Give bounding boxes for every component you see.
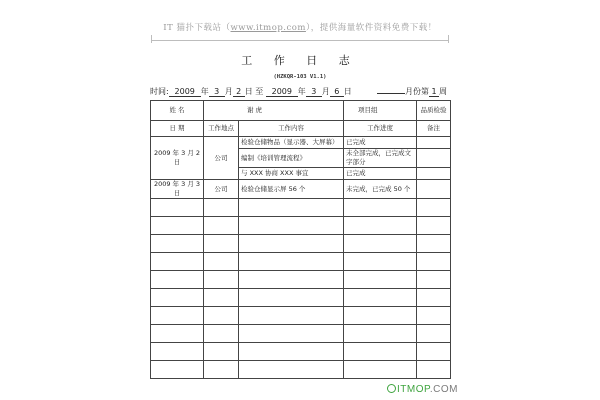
blank-row	[151, 361, 451, 379]
week-suffix: 月份第	[405, 87, 429, 96]
blank-row	[151, 343, 451, 361]
blank-cell	[417, 217, 451, 235]
entry-progress: 已完成	[344, 168, 417, 180]
blank-cell	[344, 289, 417, 307]
blank-cell	[151, 235, 204, 253]
blank-cell	[344, 343, 417, 361]
blank-cell	[204, 199, 239, 217]
blank-cell	[417, 235, 451, 253]
blank-row	[151, 289, 451, 307]
start-year-field: 2009	[169, 87, 201, 97]
year-char: 年	[297, 87, 306, 96]
entry-progress: 未完成，已完成 50 个	[344, 180, 417, 199]
blank-cell	[417, 361, 451, 379]
to-label: 至	[255, 87, 264, 96]
end-month-field: 3	[306, 87, 322, 97]
blank-row	[151, 271, 451, 289]
month-char: 月	[224, 87, 233, 96]
work-log-table	[150, 100, 451, 379]
column-header-content: 工作内容	[239, 121, 344, 137]
column-header-progress: 工作进度	[344, 121, 417, 137]
entry-place: 公司	[204, 180, 239, 199]
name-value: 谢 虎	[204, 101, 344, 121]
column-header-date: 日 期	[151, 121, 204, 137]
blank-cell	[239, 289, 344, 307]
week-number: 1	[429, 87, 439, 97]
day-char: 日	[343, 87, 352, 96]
blank-row	[151, 217, 451, 235]
entry-place: 公司	[204, 137, 239, 180]
entry-content: 检验仓储物品（显示器、大屏幕）	[239, 137, 344, 149]
entry-progress: 已完成	[344, 137, 417, 149]
blank-row	[151, 325, 451, 343]
watermark-suffix: ），提供海量软件资料免费下载！	[305, 23, 437, 33]
blank-cell	[151, 217, 204, 235]
blank-cell	[417, 325, 451, 343]
week-field	[377, 86, 447, 97]
entry-notes	[417, 149, 451, 168]
document-title: 工 作 日 志	[241, 54, 359, 67]
blank-cell	[239, 217, 344, 235]
document-code: (HZKQR-103 V1.1)	[273, 74, 327, 80]
time-label: 时间:	[150, 87, 169, 96]
entry-progress: 未全部完成，已完成文字部分	[344, 149, 417, 168]
blank-cell	[239, 199, 344, 217]
blank-cell	[151, 289, 204, 307]
blank-cell	[239, 343, 344, 361]
brand-suffix: .COM	[429, 384, 458, 395]
blank-cell	[151, 361, 204, 379]
blank-row	[151, 235, 451, 253]
group-value: 品质检验	[417, 101, 451, 121]
group-label: 项目组	[344, 101, 417, 121]
blank-cell	[239, 307, 344, 325]
info-row	[151, 101, 451, 121]
brand-mark-icon	[387, 384, 396, 393]
blank-cell	[344, 307, 417, 325]
year-char: 年	[200, 87, 209, 96]
week-char: 周	[439, 87, 447, 96]
end-year-field: 2009	[266, 87, 298, 97]
start-day-field: 2	[233, 87, 245, 97]
blank-cell	[151, 343, 204, 361]
entry-content: 编制《培训管理流程》	[239, 149, 344, 168]
blank-cell	[204, 361, 239, 379]
header-divider	[151, 40, 449, 41]
table-row	[151, 180, 451, 199]
blank-cell	[417, 289, 451, 307]
blank-cell	[151, 325, 204, 343]
entry-content: 检验仓储显示屏 56 个	[239, 180, 344, 199]
watermark-url-link[interactable]: www.itmop.com	[230, 23, 306, 33]
blank-cell	[417, 343, 451, 361]
end-day-field: 6	[330, 87, 344, 97]
entry-notes	[417, 168, 451, 180]
blank-cell	[151, 253, 204, 271]
entry-notes	[417, 137, 451, 149]
blank-cell	[204, 289, 239, 307]
blank-cell	[344, 217, 417, 235]
brand-main: ITMOP	[397, 384, 430, 395]
column-header-notes: 备注	[417, 121, 451, 137]
blank-cell	[204, 307, 239, 325]
blank-cell	[204, 271, 239, 289]
blank-cell	[417, 253, 451, 271]
blank-cell	[204, 217, 239, 235]
blank-cell	[204, 325, 239, 343]
blank-row	[151, 307, 451, 325]
blank-cell	[344, 271, 417, 289]
blank-cell	[344, 361, 417, 379]
column-header-place: 工作地点	[204, 121, 239, 137]
blank-cell	[204, 343, 239, 361]
blank-cell	[204, 235, 239, 253]
blank-cell	[151, 199, 204, 217]
header-row	[151, 121, 451, 137]
day-char: 日	[244, 87, 253, 96]
blank-cell	[151, 307, 204, 325]
blank-cell	[151, 271, 204, 289]
blank-cell	[204, 253, 239, 271]
entry-content: 与 XXX 协商 XXX 事宜	[239, 168, 344, 180]
blank-row	[151, 199, 451, 217]
time-range-line	[150, 86, 450, 97]
blank-cell	[344, 253, 417, 271]
watermark-prefix: IT 猫扑下载站（	[163, 23, 231, 33]
site-watermark	[0, 21, 600, 33]
blank-cell	[239, 271, 344, 289]
blank-cell	[417, 307, 451, 325]
blank-cell	[239, 235, 344, 253]
month-char: 月	[321, 87, 330, 96]
entry-notes	[417, 180, 451, 199]
header-tick-right	[448, 35, 449, 43]
header-tick-left	[151, 35, 152, 43]
table-row	[151, 137, 451, 149]
start-month-field: 3	[209, 87, 225, 97]
blank-cell	[344, 235, 417, 253]
name-label: 姓 名	[151, 101, 204, 121]
blank-cell	[417, 271, 451, 289]
blank-cell	[239, 253, 344, 271]
blank-cell	[344, 199, 417, 217]
blank-row	[151, 253, 451, 271]
blank-cell	[344, 325, 417, 343]
blank-cell	[239, 325, 344, 343]
blank-cell	[417, 199, 451, 217]
brand-logo	[387, 384, 458, 395]
blank-cell	[239, 361, 344, 379]
entry-date: 2009 年 3 月 3 日	[151, 180, 204, 199]
entry-date: 2009 年 3 月 2 日	[151, 137, 204, 180]
